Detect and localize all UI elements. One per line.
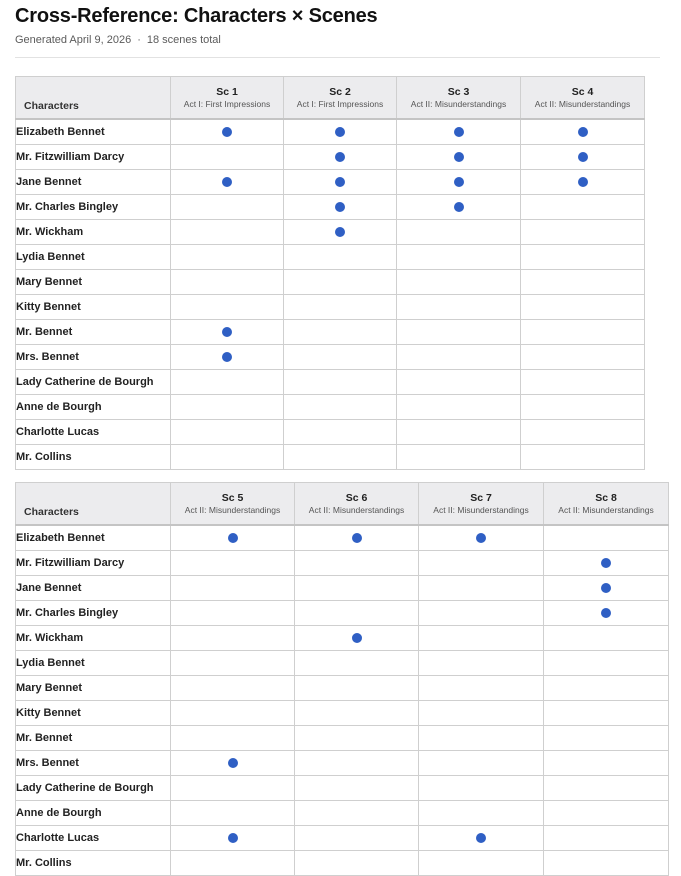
presence-dot-icon (601, 583, 611, 593)
presence-cell (419, 726, 544, 751)
scene-number: Sc 1 (216, 85, 238, 98)
presence-cell (171, 676, 295, 701)
presence-dot-icon (222, 352, 232, 362)
scene-act: Act II: Misunderstandings (534, 98, 631, 109)
presence-cell (521, 195, 645, 220)
character-name: Anne de Bourgh (16, 395, 171, 420)
presence-dot-icon (335, 202, 345, 212)
presence-cell (171, 195, 284, 220)
presence-cell (284, 220, 397, 245)
presence-dot-icon (222, 127, 232, 137)
table-row (16, 851, 669, 876)
presence-cell (171, 851, 295, 876)
crossref-table-2 (15, 482, 669, 876)
scene-number: Sc 7 (470, 491, 492, 504)
table-row (16, 576, 669, 601)
presence-cell (419, 776, 544, 801)
scene-act: Act II: Misunderstandings (433, 504, 529, 515)
scene-column-header (521, 77, 645, 120)
presence-dot-icon (228, 758, 238, 768)
scene-act: Act II: Misunderstandings (184, 504, 281, 515)
presence-cell (171, 576, 295, 601)
character-name: Lady Catherine de Bourgh (16, 370, 171, 395)
table-row (16, 601, 669, 626)
presence-dot-icon (601, 608, 611, 618)
presence-cell (171, 826, 295, 851)
presence-cell (171, 420, 284, 445)
scene-column-header (171, 483, 295, 526)
character-name: Anne de Bourgh (16, 801, 171, 826)
presence-cell (284, 245, 397, 270)
table-row (16, 826, 669, 851)
presence-cell (419, 651, 544, 676)
presence-dot-icon (454, 177, 464, 187)
presence-cell (419, 701, 544, 726)
presence-cell (284, 445, 397, 470)
presence-cell (419, 801, 544, 826)
presence-cell (544, 576, 669, 601)
presence-cell (397, 270, 521, 295)
presence-cell (397, 370, 521, 395)
presence-cell (521, 345, 645, 370)
presence-cell (171, 445, 284, 470)
presence-cell (419, 751, 544, 776)
page-title: Cross-Reference: Characters × Scenes (15, 5, 378, 27)
presence-cell (419, 601, 544, 626)
presence-dot-icon (222, 177, 232, 187)
presence-cell (544, 651, 669, 676)
presence-cell (295, 601, 419, 626)
presence-cell (171, 751, 295, 776)
presence-cell (419, 851, 544, 876)
presence-dot-icon (476, 833, 486, 843)
character-name: Mr. Collins (16, 445, 171, 470)
character-name: Mr. Wickham (16, 626, 171, 651)
table-row (16, 701, 669, 726)
presence-dot-icon (454, 202, 464, 212)
scene-act: Act II: Misunderstandings (410, 98, 507, 109)
presence-cell (295, 676, 419, 701)
scene-act: Act II: Misunderstandings (558, 504, 654, 515)
report-meta (15, 34, 221, 46)
presence-dot-icon (454, 127, 464, 137)
presence-cell (419, 676, 544, 701)
scene-number: Sc 2 (329, 85, 351, 98)
table-row (16, 751, 669, 776)
table-row (16, 220, 645, 245)
presence-cell (295, 651, 419, 676)
presence-cell (397, 395, 521, 420)
presence-cell (284, 420, 397, 445)
presence-cell (171, 345, 284, 370)
scene-column-header (397, 77, 521, 120)
table-row (16, 195, 645, 220)
presence-dot-icon (454, 152, 464, 162)
table-row (16, 119, 645, 145)
presence-cell (521, 245, 645, 270)
scene-number: Sc 4 (571, 85, 594, 98)
presence-cell (284, 195, 397, 220)
presence-cell (171, 245, 284, 270)
presence-dot-icon (601, 558, 611, 568)
header-divider (15, 57, 660, 58)
table-row (16, 626, 669, 651)
table-row (16, 420, 645, 445)
presence-cell (295, 801, 419, 826)
presence-cell (521, 320, 645, 345)
presence-dot-icon (335, 127, 345, 137)
presence-cell (171, 626, 295, 651)
presence-cell (419, 626, 544, 651)
presence-cell (544, 601, 669, 626)
presence-cell (295, 701, 419, 726)
table-row (16, 345, 645, 370)
presence-cell (295, 826, 419, 851)
scene-count: 18 scenes total (146, 34, 221, 46)
presence-dot-icon (222, 327, 232, 337)
crossref-table-1 (15, 76, 645, 470)
presence-cell (284, 295, 397, 320)
table-row (16, 170, 645, 195)
presence-cell (171, 726, 295, 751)
character-name: Mr. Charles Bingley (16, 601, 171, 626)
presence-cell (295, 551, 419, 576)
presence-cell (295, 751, 419, 776)
presence-cell (295, 576, 419, 601)
scene-column-header (171, 77, 284, 120)
table-row (16, 525, 669, 551)
presence-cell (171, 220, 284, 245)
scene-act: Act II: Misunderstandings (308, 504, 405, 515)
character-name: Mr. Bennet (16, 320, 171, 345)
character-name: Kitty Bennet (16, 295, 171, 320)
character-name: Mr. Collins (16, 851, 171, 876)
presence-cell (544, 551, 669, 576)
presence-cell (397, 345, 521, 370)
presence-cell (171, 395, 284, 420)
presence-cell (544, 626, 669, 651)
generated-date: Generated April 9, 2026 (15, 34, 132, 46)
presence-cell (284, 119, 397, 145)
presence-cell (544, 801, 669, 826)
character-name: Mr. Charles Bingley (16, 195, 171, 220)
table-row (16, 726, 669, 751)
presence-dot-icon (228, 533, 238, 543)
presence-cell (171, 776, 295, 801)
presence-cell (521, 395, 645, 420)
presence-cell (521, 170, 645, 195)
presence-cell (171, 170, 284, 195)
character-name: Jane Bennet (16, 576, 171, 601)
presence-dot-icon (335, 152, 345, 162)
scene-column-header (284, 77, 397, 120)
scene-column-header (295, 483, 419, 526)
presence-cell (419, 525, 544, 551)
character-name: Mary Bennet (16, 270, 171, 295)
character-name: Mr. Fitzwilliam Darcy (16, 145, 171, 170)
presence-cell (295, 626, 419, 651)
character-name: Charlotte Lucas (16, 420, 171, 445)
presence-cell (295, 726, 419, 751)
presence-cell (284, 145, 397, 170)
presence-cell (284, 345, 397, 370)
presence-cell (171, 295, 284, 320)
presence-dot-icon (578, 127, 588, 137)
presence-cell (544, 701, 669, 726)
presence-cell (284, 370, 397, 395)
character-name: Jane Bennet (16, 170, 171, 195)
presence-cell (521, 220, 645, 245)
presence-cell (521, 420, 645, 445)
character-name: Mr. Wickham (16, 220, 171, 245)
table-row (16, 295, 645, 320)
character-name: Mr. Bennet (16, 726, 171, 751)
presence-cell (295, 525, 419, 551)
presence-dot-icon (578, 177, 588, 187)
scene-column-header (544, 483, 669, 526)
presence-cell (544, 676, 669, 701)
table-row (16, 320, 645, 345)
presence-cell (419, 826, 544, 851)
presence-dot-icon (335, 177, 345, 187)
presence-cell (397, 220, 521, 245)
table-row (16, 245, 645, 270)
presence-cell (521, 145, 645, 170)
scene-number: Sc 3 (447, 85, 470, 98)
presence-dot-icon (352, 633, 362, 643)
presence-cell (419, 576, 544, 601)
table-row (16, 370, 645, 395)
presence-cell (295, 851, 419, 876)
table-row (16, 145, 645, 170)
table-row (16, 445, 645, 470)
presence-cell (521, 370, 645, 395)
presence-cell (397, 170, 521, 195)
scene-column-header (419, 483, 544, 526)
presence-cell (397, 320, 521, 345)
presence-cell (397, 445, 521, 470)
presence-dot-icon (228, 833, 238, 843)
presence-cell (397, 420, 521, 445)
presence-cell (284, 170, 397, 195)
presence-cell (544, 776, 669, 801)
scene-number: Sc 6 (345, 491, 368, 504)
character-name: Lydia Bennet (16, 651, 171, 676)
characters-column-header: Characters (16, 77, 171, 120)
presence-cell (171, 119, 284, 145)
character-name: Charlotte Lucas (16, 826, 171, 851)
presence-dot-icon (476, 533, 486, 543)
scene-number: Sc 5 (221, 491, 244, 504)
table-row (16, 551, 669, 576)
presence-cell (397, 295, 521, 320)
presence-cell (397, 195, 521, 220)
presence-cell (419, 551, 544, 576)
presence-cell (521, 270, 645, 295)
scene-number: Sc 8 (595, 491, 617, 504)
presence-cell (171, 801, 295, 826)
presence-cell (284, 270, 397, 295)
scene-act: Act I: First Impressions (183, 98, 271, 109)
presence-cell (521, 295, 645, 320)
table-row (16, 676, 669, 701)
presence-cell (171, 651, 295, 676)
presence-cell (544, 851, 669, 876)
table-row (16, 651, 669, 676)
presence-cell (171, 551, 295, 576)
table-row (16, 801, 669, 826)
presence-cell (295, 776, 419, 801)
meta-separator: · (137, 34, 141, 46)
table-row (16, 270, 645, 295)
character-name: Mrs. Bennet (16, 345, 171, 370)
presence-cell (171, 601, 295, 626)
presence-cell (284, 320, 397, 345)
character-name: Kitty Bennet (16, 701, 171, 726)
table-row (16, 776, 669, 801)
presence-dot-icon (352, 533, 362, 543)
character-name: Elizabeth Bennet (16, 119, 171, 145)
presence-cell (171, 701, 295, 726)
character-name: Elizabeth Bennet (16, 525, 171, 551)
presence-cell (397, 245, 521, 270)
presence-cell (284, 395, 397, 420)
presence-cell (521, 445, 645, 470)
presence-dot-icon (335, 227, 345, 237)
scene-act: Act I: First Impressions (296, 98, 384, 109)
presence-cell (544, 726, 669, 751)
presence-cell (171, 370, 284, 395)
presence-cell (544, 751, 669, 776)
character-name: Mr. Fitzwilliam Darcy (16, 551, 171, 576)
presence-cell (544, 525, 669, 551)
presence-cell (171, 270, 284, 295)
character-name: Lydia Bennet (16, 245, 171, 270)
presence-cell (171, 320, 284, 345)
presence-cell (544, 826, 669, 851)
presence-cell (171, 145, 284, 170)
presence-cell (521, 119, 645, 145)
presence-dot-icon (578, 152, 588, 162)
character-name: Lady Catherine de Bourgh (16, 776, 171, 801)
characters-column-header: Characters (16, 483, 171, 526)
table-row (16, 395, 645, 420)
presence-cell (397, 119, 521, 145)
presence-cell (171, 525, 295, 551)
character-name: Mary Bennet (16, 676, 171, 701)
presence-cell (397, 145, 521, 170)
character-name: Mrs. Bennet (16, 751, 171, 776)
